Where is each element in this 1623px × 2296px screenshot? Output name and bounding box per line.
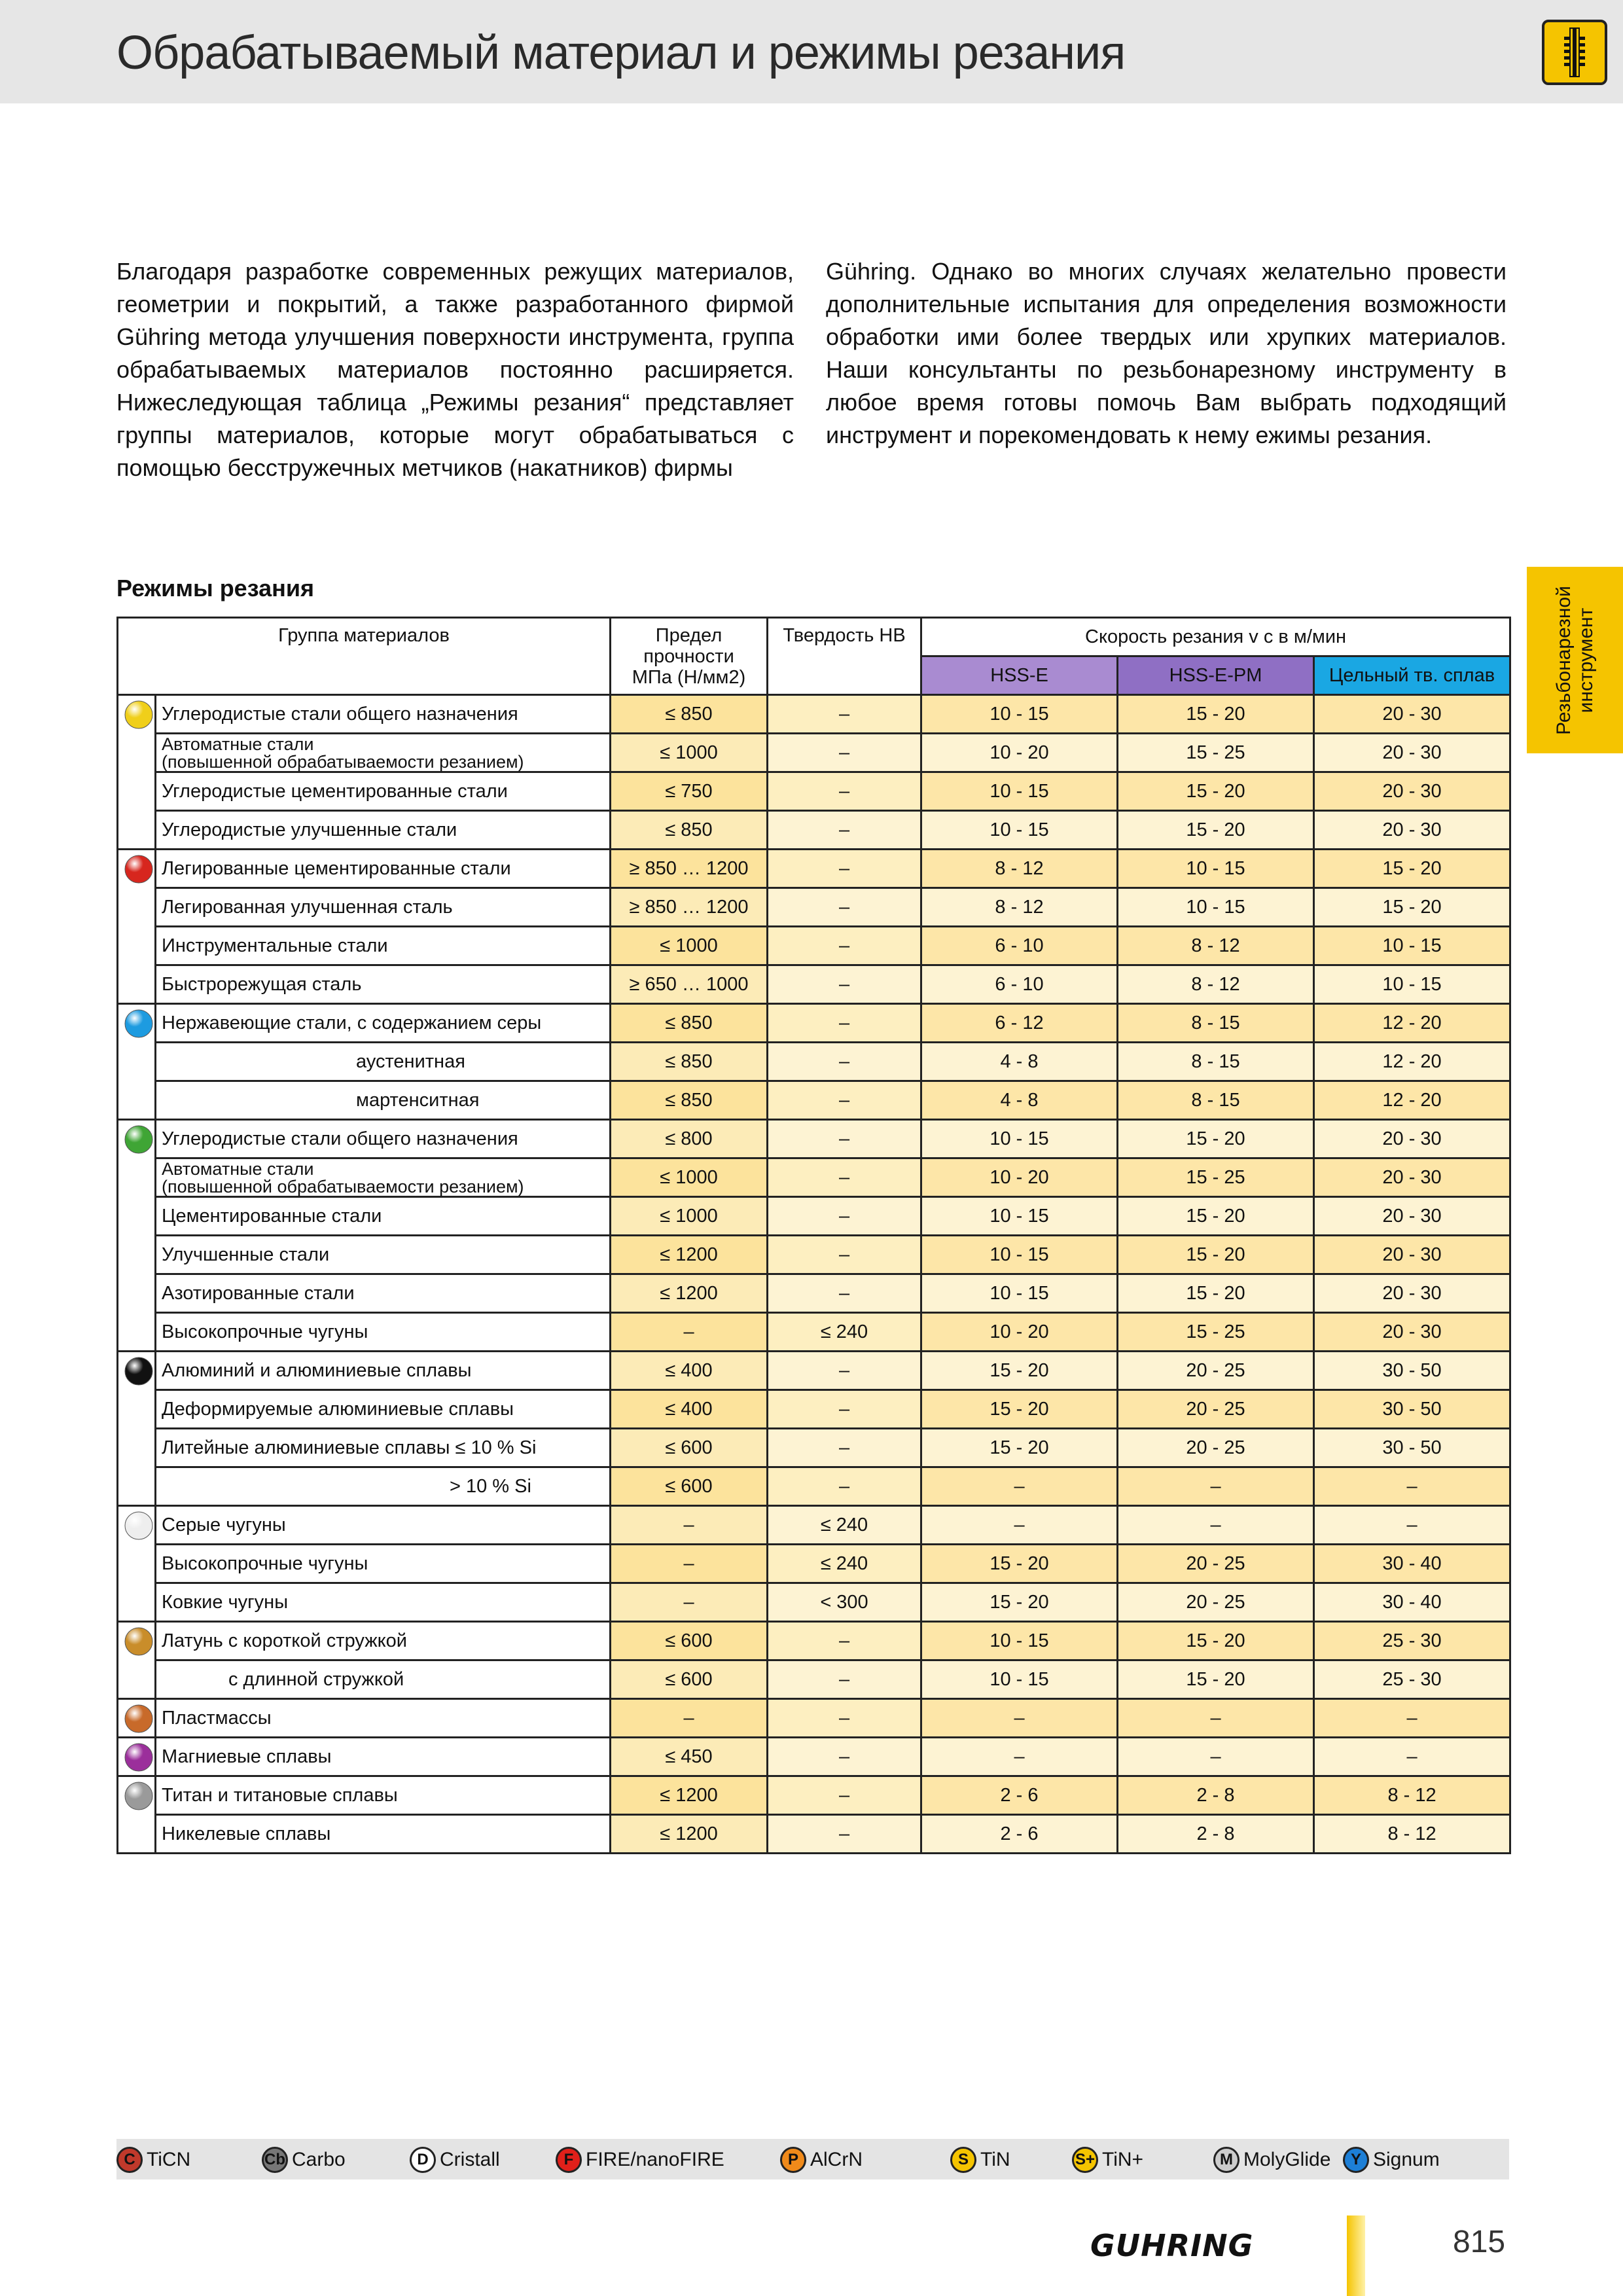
table-row [118, 1158, 1510, 1197]
hardness-cell: – [768, 1738, 921, 1776]
speed-carbide-cell: 10 - 15 [1314, 927, 1510, 965]
table-row [118, 1583, 1510, 1622]
strength-cell: ≤ 600 [611, 1660, 768, 1699]
material-name: Легированная улучшенная сталь [156, 888, 611, 927]
hardness-cell: – [768, 1043, 921, 1081]
material-group-ball-icon [118, 1120, 156, 1352]
table-row [118, 1043, 1510, 1081]
speed-hss-e-cell: 10 - 15 [921, 695, 1118, 734]
material-group-ball-icon [118, 850, 156, 1004]
speed-hss-e-cell: 6 - 10 [921, 927, 1118, 965]
speed-hss-e-cell: 10 - 15 [921, 1274, 1118, 1313]
hardness-cell: – [768, 1699, 921, 1738]
coating-label: Cristall [440, 2149, 500, 2170]
speed-hss-e-pm-cell: 10 - 15 [1118, 888, 1314, 927]
strength-cell: ≤ 600 [611, 1467, 768, 1506]
coating-badge-icon: D [410, 2147, 436, 2173]
speed-hss-e-cell: 15 - 20 [921, 1583, 1118, 1622]
speed-hss-e-cell: 6 - 10 [921, 965, 1118, 1004]
table-row [118, 695, 1510, 734]
speed-carbide-cell: 25 - 30 [1314, 1622, 1510, 1660]
speed-hss-e-pm-cell: 15 - 25 [1118, 1158, 1314, 1197]
speed-hss-e-pm-cell: 15 - 20 [1118, 1622, 1314, 1660]
hardness-cell: – [768, 1352, 921, 1390]
page-title: Обрабатываемый материал и режимы резания [116, 27, 1126, 79]
speed-hss-e-cell: – [921, 1467, 1118, 1506]
table-row [118, 1352, 1510, 1390]
speed-carbide-cell: 12 - 20 [1314, 1043, 1510, 1081]
strength-cell: ≤ 1200 [611, 1236, 768, 1274]
header-material-group: Группа материалов [118, 618, 611, 695]
speed-carbide-cell: 8 - 12 [1314, 1776, 1510, 1815]
table-row [118, 1467, 1510, 1506]
coating-badge-icon: S+ [1072, 2147, 1098, 2173]
material-name: Нержавеющие стали, с содержанием серы [156, 1004, 611, 1043]
speed-hss-e-pm-cell: 15 - 20 [1118, 1197, 1314, 1236]
strength-cell: – [611, 1506, 768, 1545]
speed-hss-e-pm-cell: 20 - 25 [1118, 1583, 1314, 1622]
speed-hss-e-cell: 10 - 15 [921, 1197, 1118, 1236]
speed-carbide-cell: 12 - 20 [1314, 1004, 1510, 1043]
speed-carbide-cell: 30 - 50 [1314, 1352, 1510, 1390]
strength-cell: – [611, 1313, 768, 1352]
material-name: Углеродистые цементированные стали [156, 772, 611, 811]
material-name: мартенситная [156, 1081, 611, 1120]
speed-hss-e-pm-cell: 20 - 25 [1118, 1352, 1314, 1390]
strength-cell: ≤ 1200 [611, 1274, 768, 1313]
side-tab-line2: инструмент [1575, 607, 1597, 713]
table-row [118, 1004, 1510, 1043]
material-name: Цементированные стали [156, 1197, 611, 1236]
coating-badge-icon: Cb [262, 2147, 288, 2173]
strength-cell: – [611, 1583, 768, 1622]
table-row [118, 1545, 1510, 1583]
table-row [118, 850, 1510, 888]
speed-hss-e-pm-cell: 8 - 12 [1118, 927, 1314, 965]
material-name: с длинной стружкой [156, 1660, 611, 1699]
hardness-cell: – [768, 1197, 921, 1236]
table-row [118, 734, 1510, 772]
strength-cell: ≤ 450 [611, 1738, 768, 1776]
strength-cell: ≤ 400 [611, 1352, 768, 1390]
speed-hss-e-cell: – [921, 1738, 1118, 1776]
material-name: Легированные цементированные стали [156, 850, 611, 888]
speed-hss-e-pm-cell: – [1118, 1467, 1314, 1506]
speed-hss-e-pm-cell: 20 - 25 [1118, 1545, 1314, 1583]
speed-carbide-cell: 20 - 30 [1314, 1313, 1510, 1352]
tap-icon [1542, 20, 1607, 85]
coating-item [1213, 2147, 1330, 2173]
speed-carbide-cell: 20 - 30 [1314, 811, 1510, 850]
speed-hss-e-pm-cell: 15 - 20 [1118, 1120, 1314, 1158]
speed-carbide-cell: – [1314, 1506, 1510, 1545]
material-name: Инструментальные стали [156, 927, 611, 965]
speed-carbide-cell: 12 - 20 [1314, 1081, 1510, 1120]
strength-cell: ≤ 850 [611, 811, 768, 850]
material-name: Латунь с короткой стружкой [156, 1622, 611, 1660]
hardness-cell: – [768, 734, 921, 772]
hardness-cell: – [768, 888, 921, 927]
hardness-cell: – [768, 695, 921, 734]
table-row [118, 811, 1510, 850]
hardness-cell: – [768, 811, 921, 850]
speed-hss-e-pm-cell: 15 - 25 [1118, 1313, 1314, 1352]
strength-cell: ≤ 1000 [611, 927, 768, 965]
speed-carbide-cell: 20 - 30 [1314, 695, 1510, 734]
speed-hss-e-cell: 4 - 8 [921, 1043, 1118, 1081]
material-group-ball-icon [118, 695, 156, 850]
speed-hss-e-pm-cell: 20 - 25 [1118, 1429, 1314, 1467]
speed-hss-e-cell: 10 - 15 [921, 1660, 1118, 1699]
material-group-ball-icon [118, 1622, 156, 1699]
speed-hss-e-cell: 10 - 20 [921, 1313, 1118, 1352]
material-group-ball-icon [118, 1352, 156, 1506]
strength-cell: ≤ 1000 [611, 1158, 768, 1197]
table-row [118, 965, 1510, 1004]
coating-item [410, 2147, 500, 2173]
speed-carbide-cell: 15 - 20 [1314, 850, 1510, 888]
hardness-cell: – [768, 1158, 921, 1197]
speed-carbide-cell: 15 - 20 [1314, 888, 1510, 927]
speed-carbide-cell: 10 - 15 [1314, 965, 1510, 1004]
speed-carbide-cell: 30 - 50 [1314, 1429, 1510, 1467]
material-name: Азотированные стали [156, 1274, 611, 1313]
material-name: Автоматные стали (повышенной обрабатываемости резанием) [156, 734, 611, 772]
material-group-ball-icon [118, 1506, 156, 1622]
material-name: Алюминий и алюминиевые сплавы [156, 1352, 611, 1390]
table-row [118, 1429, 1510, 1467]
coating-item [556, 2147, 724, 2173]
speed-hss-e-pm-cell: 15 - 20 [1118, 811, 1314, 850]
intro-text-right: Gühring. Однако во многих случаях желательно провести дополнительные испытания для определения возможности обработки ими более твердых или хрупких материалов. Наши консультанты по резьбонарезному инструменту в любое время готовы помочь Вам выбрать подходящий инструмент и порекомендовать к нему ежимы резания. [826, 258, 1507, 448]
hardness-cell: – [768, 1622, 921, 1660]
brand-logo: GUHRING [1090, 2228, 1254, 2263]
table-row [118, 1274, 1510, 1313]
coating-label: TiN+ [1102, 2149, 1144, 2170]
strength-cell: ≤ 400 [611, 1390, 768, 1429]
material-group-ball-icon [118, 1738, 156, 1776]
hardness-cell: – [768, 772, 921, 811]
speed-carbide-cell: – [1314, 1738, 1510, 1776]
material-name: Углеродистые улучшенные стали [156, 811, 611, 850]
table-row [118, 888, 1510, 927]
speed-carbide-cell: 8 - 12 [1314, 1815, 1510, 1854]
speed-hss-e-pm-cell: 8 - 15 [1118, 1081, 1314, 1120]
strength-cell: ≤ 850 [611, 695, 768, 734]
speed-hss-e-cell: 6 - 12 [921, 1004, 1118, 1043]
strength-cell: – [611, 1545, 768, 1583]
coating-badge-icon: C [116, 2147, 143, 2173]
material-name: Никелевые сплавы [156, 1815, 611, 1854]
header-cutting-speed: Скорость резания v c в м/мин [921, 618, 1510, 656]
speed-carbide-cell: 20 - 30 [1314, 1120, 1510, 1158]
speed-carbide-cell: 20 - 30 [1314, 734, 1510, 772]
coating-badge-icon: S [950, 2147, 976, 2173]
hardness-cell: – [768, 1236, 921, 1274]
coating-label: MolyGlide [1243, 2149, 1331, 2170]
hardness-cell: – [768, 1004, 921, 1043]
material-name: Магниевые сплавы [156, 1738, 611, 1776]
material-name: > 10 % Si [156, 1467, 611, 1506]
table-row [118, 1699, 1510, 1738]
hardness-cell: – [768, 965, 921, 1004]
coating-item [262, 2147, 346, 2173]
hardness-cell: – [768, 1660, 921, 1699]
coatings-legend [116, 2139, 1509, 2179]
speed-hss-e-pm-cell: 15 - 25 [1118, 734, 1314, 772]
hardness-cell: ≤ 240 [768, 1506, 921, 1545]
strength-cell: ≥ 650 … 1000 [611, 965, 768, 1004]
speed-hss-e-cell: – [921, 1506, 1118, 1545]
table-row [118, 1815, 1510, 1854]
table-row [118, 1313, 1510, 1352]
speed-hss-e-cell: 15 - 20 [921, 1545, 1118, 1583]
speed-carbide-cell: 20 - 30 [1314, 1158, 1510, 1197]
strength-cell: ≤ 600 [611, 1622, 768, 1660]
coating-item [780, 2147, 863, 2173]
table-row [118, 1197, 1510, 1236]
table-row [118, 1081, 1510, 1120]
section-title: Режимы резания [116, 575, 315, 601]
hardness-cell: – [768, 1815, 921, 1854]
hardness-cell: – [768, 1390, 921, 1429]
hardness-cell: – [768, 927, 921, 965]
speed-hss-e-cell: 10 - 20 [921, 734, 1118, 772]
speed-hss-e-cell: 10 - 15 [921, 811, 1118, 850]
hardness-cell: ≤ 240 [768, 1313, 921, 1352]
cutting-modes-table [116, 617, 1511, 1854]
strength-cell: ≤ 850 [611, 1081, 768, 1120]
speed-hss-e-cell: 2 - 6 [921, 1815, 1118, 1854]
speed-hss-e-pm-cell: 2 - 8 [1118, 1776, 1314, 1815]
coating-badge-icon: Y [1343, 2147, 1369, 2173]
speed-hss-e-pm-cell: 20 - 25 [1118, 1390, 1314, 1429]
table-row [118, 1236, 1510, 1274]
coating-badge-icon: F [556, 2147, 582, 2173]
brand-accent-bar [1347, 2215, 1365, 2296]
material-name: Пластмассы [156, 1699, 611, 1738]
coating-item [116, 2147, 190, 2173]
hardness-cell: < 300 [768, 1583, 921, 1622]
material-name: Углеродистые стали общего назначения [156, 695, 611, 734]
material-name: Высокопрочные чугуны [156, 1545, 611, 1583]
speed-hss-e-pm-cell: 15 - 20 [1118, 1660, 1314, 1699]
speed-hss-e-pm-cell: – [1118, 1738, 1314, 1776]
table-row [118, 1738, 1510, 1776]
header-strength: Предел прочности МПа (Н/мм2) [611, 618, 768, 695]
speed-hss-e-pm-cell: 15 - 20 [1118, 772, 1314, 811]
speed-hss-e-pm-cell: – [1118, 1506, 1314, 1545]
speed-hss-e-pm-cell: 8 - 15 [1118, 1004, 1314, 1043]
speed-carbide-cell: 30 - 40 [1314, 1583, 1510, 1622]
speed-hss-e-cell: 15 - 20 [921, 1429, 1118, 1467]
coating-badge-icon: P [780, 2147, 806, 2173]
speed-hss-e-cell: 15 - 20 [921, 1352, 1118, 1390]
material-name: Быстрорежущая сталь [156, 965, 611, 1004]
speed-carbide-cell: 30 - 50 [1314, 1390, 1510, 1429]
table-row [118, 1506, 1510, 1545]
coating-item [1343, 2147, 1440, 2173]
speed-carbide-cell: 20 - 30 [1314, 1274, 1510, 1313]
coating-label: TiN [980, 2149, 1010, 2170]
table-row [118, 1660, 1510, 1699]
intro-text-left: Благодаря разработке современных режущих материалов, геометрии и покрытий, а также разработанного фирмой Gühring метода улучшения поверхности инструмента, группа обрабатываемых материалов постоянно расширяется. Нижеследующая таблица „Режимы резания“ представляет группы материалов, которые могут обрабатываться с помощью бесстружечных метчиков (накатников) фирмы [116, 258, 794, 481]
material-name: Титан и титановые сплавы [156, 1776, 611, 1815]
material-name: Литейные алюминиевые сплавы ≤ 10 % Si [156, 1429, 611, 1467]
coating-item [950, 2147, 1010, 2173]
hardness-cell: – [768, 1081, 921, 1120]
table-row [118, 1120, 1510, 1158]
hardness-cell: – [768, 1776, 921, 1815]
side-tab-line1: Резьбонарезной [1552, 585, 1575, 735]
hardness-cell: – [768, 1467, 921, 1506]
speed-hss-e-pm-cell: 8 - 12 [1118, 965, 1314, 1004]
strength-cell: ≤ 850 [611, 1004, 768, 1043]
material-name: Деформируемые алюминиевые сплавы [156, 1390, 611, 1429]
speed-hss-e-pm-cell: – [1118, 1699, 1314, 1738]
material-group-ball-icon [118, 1776, 156, 1854]
speed-carbide-cell: 30 - 40 [1314, 1545, 1510, 1583]
speed-carbide-cell: 20 - 30 [1314, 772, 1510, 811]
speed-carbide-cell: 20 - 30 [1314, 1236, 1510, 1274]
coating-item [1072, 2147, 1143, 2173]
speed-hss-e-pm-cell: 15 - 20 [1118, 1236, 1314, 1274]
speed-carbide-cell: 25 - 30 [1314, 1660, 1510, 1699]
speed-hss-e-cell: 10 - 15 [921, 1236, 1118, 1274]
strength-cell: ≥ 850 … 1200 [611, 850, 768, 888]
speed-hss-e-cell: 10 - 15 [921, 1622, 1118, 1660]
material-name: Высокопрочные чугуны [156, 1313, 611, 1352]
speed-hss-e-pm-cell: 8 - 15 [1118, 1043, 1314, 1081]
coating-label: FIRE/nanoFIRE [586, 2149, 724, 2170]
strength-cell: ≤ 1000 [611, 1197, 768, 1236]
strength-cell: ≤ 1200 [611, 1815, 768, 1854]
table-row [118, 1390, 1510, 1429]
coating-badge-icon: M [1213, 2147, 1240, 2173]
speed-carbide-cell: 20 - 30 [1314, 1197, 1510, 1236]
speed-hss-e-cell: 10 - 15 [921, 1120, 1118, 1158]
coating-label: AlCrN [810, 2149, 863, 2170]
hardness-cell: – [768, 1274, 921, 1313]
speed-hss-e-cell: 8 - 12 [921, 888, 1118, 927]
material-group-ball-icon [118, 1004, 156, 1120]
strength-cell: – [611, 1699, 768, 1738]
coating-label: Signum [1373, 2149, 1440, 2170]
strength-cell: ≤ 1000 [611, 734, 768, 772]
material-name: Серые чугуны [156, 1506, 611, 1545]
header-hss-e: HSS-E [921, 656, 1118, 695]
header-hss-e-pm: HSS-E-PM [1118, 656, 1314, 695]
speed-hss-e-pm-cell: 10 - 15 [1118, 850, 1314, 888]
speed-hss-e-cell: 4 - 8 [921, 1081, 1118, 1120]
hardness-cell: ≤ 240 [768, 1545, 921, 1583]
speed-hss-e-cell: 2 - 6 [921, 1776, 1118, 1815]
hardness-cell: – [768, 1120, 921, 1158]
header-hardness: Твердость HB [768, 618, 921, 695]
speed-hss-e-cell: – [921, 1699, 1118, 1738]
page-number: 815 [1453, 2225, 1506, 2259]
speed-hss-e-cell: 15 - 20 [921, 1390, 1118, 1429]
header-solid-carbide: Цельный тв. сплав [1314, 656, 1510, 695]
strength-cell: ≤ 800 [611, 1120, 768, 1158]
speed-hss-e-cell: 8 - 12 [921, 850, 1118, 888]
material-name: Ковкие чугуны [156, 1583, 611, 1622]
speed-carbide-cell: – [1314, 1467, 1510, 1506]
strength-cell: ≥ 850 … 1200 [611, 888, 768, 927]
coating-label: Carbo [292, 2149, 346, 2170]
speed-hss-e-pm-cell: 15 - 20 [1118, 695, 1314, 734]
coating-label: TiCN [147, 2149, 191, 2170]
speed-hss-e-cell: 10 - 20 [921, 1158, 1118, 1197]
strength-cell: ≤ 600 [611, 1429, 768, 1467]
strength-cell: ≤ 750 [611, 772, 768, 811]
hardness-cell: – [768, 850, 921, 888]
strength-cell: ≤ 850 [611, 1043, 768, 1081]
speed-carbide-cell: – [1314, 1699, 1510, 1738]
side-tab-threading-tools[interactable] [1527, 567, 1623, 753]
strength-cell: ≤ 1200 [611, 1776, 768, 1815]
speed-hss-e-pm-cell: 15 - 20 [1118, 1274, 1314, 1313]
material-name: Углеродистые стали общего назначения [156, 1120, 611, 1158]
speed-hss-e-pm-cell: 2 - 8 [1118, 1815, 1314, 1854]
material-name: Улучшенные стали [156, 1236, 611, 1274]
table-row [118, 927, 1510, 965]
table-row [118, 1622, 1510, 1660]
material-name: аустенитная [156, 1043, 611, 1081]
hardness-cell: – [768, 1429, 921, 1467]
speed-hss-e-cell: 10 - 15 [921, 772, 1118, 811]
material-name: Автоматные стали (повышенной обрабатываемости резанием) [156, 1158, 611, 1197]
table-row [118, 772, 1510, 811]
material-group-ball-icon [118, 1699, 156, 1738]
table-row [118, 1776, 1510, 1815]
